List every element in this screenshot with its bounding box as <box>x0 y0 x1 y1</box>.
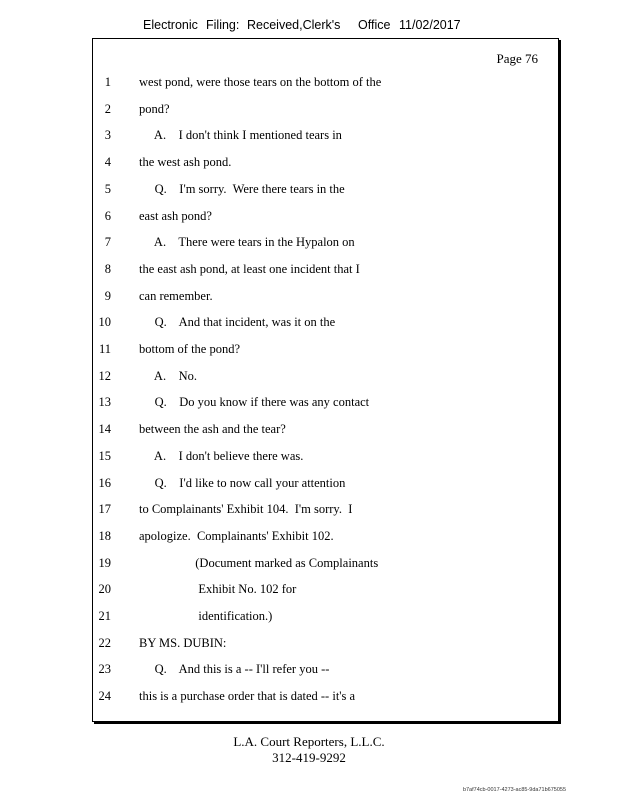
line-number: 20 <box>98 582 111 597</box>
line-text: A. I don't believe there was. <box>139 448 304 463</box>
line-text: Q. Do you know if there was any contact <box>139 395 370 410</box>
line-number: 2 <box>104 101 111 116</box>
line-number: 4 <box>104 155 111 170</box>
filing-stamp-word: Filing: <box>206 18 240 32</box>
line-number: 14 <box>98 422 111 437</box>
filing-stamp-word: Office <box>358 18 391 32</box>
line-number: 3 <box>104 128 111 143</box>
reporter-company: L.A. Court Reporters, L.L.C. <box>233 734 385 749</box>
line-text: bottom of the pond? <box>139 342 241 356</box>
line-text: apologize. Complainants' Exhibit 102. <box>139 528 334 543</box>
line-number: 17 <box>98 502 111 517</box>
line-text: this is a purchase order that is dated -- it's a <box>139 689 356 704</box>
line-text: pond? <box>139 101 170 116</box>
line-number: 10 <box>98 315 111 330</box>
line-text: Q. I'm sorry. Were there tears in the <box>139 181 345 196</box>
line-text: Q. And this is a -- I'll refer you -- <box>139 662 330 677</box>
filing-stamp-word: Electronic <box>143 18 198 32</box>
document-hash: b7af74cb-0017-4273-ac85-9da71b675055 <box>462 787 566 793</box>
line-text: Q. I'd like to now call your attention <box>139 475 346 490</box>
line-text: (Document marked as Complainants <box>139 555 379 570</box>
filing-stamp-word: 11/02/2017 <box>399 18 461 32</box>
line-number: 19 <box>98 555 111 570</box>
page-number: Page 76 <box>496 51 538 66</box>
line-number: 9 <box>104 288 111 303</box>
line-number: 1 <box>104 75 111 89</box>
line-number: 15 <box>98 448 111 463</box>
line-number: 23 <box>98 662 111 677</box>
line-text: Q. And that incident, was it on the <box>139 315 336 330</box>
line-number: 24 <box>98 689 111 704</box>
line-text: identification.) <box>139 609 273 623</box>
line-number: 5 <box>104 181 111 196</box>
line-text: between the ash and the tear? <box>139 422 286 437</box>
line-text: A. I don't think I mentioned tears in <box>139 128 342 143</box>
line-text: the east ash pond, at least one incident that I <box>139 261 360 276</box>
line-text: west pond, were those tears on the bottom of the <box>139 75 382 89</box>
line-text: BY MS. DUBIN: <box>139 635 227 650</box>
line-number: 7 <box>104 235 111 250</box>
line-text: A. There were tears in the Hypalon on <box>139 235 355 250</box>
transcript-page <box>92 38 559 722</box>
reporter-phone: 312-419-9292 <box>272 750 346 765</box>
line-number: 22 <box>98 635 111 650</box>
line-number: 11 <box>98 342 111 356</box>
line-number: 8 <box>104 261 111 276</box>
line-number: 16 <box>98 475 111 490</box>
filing-stamp-word: Received,Clerk's <box>247 18 341 32</box>
line-text: the west ash pond. <box>139 155 232 170</box>
line-text: to Complainants' Exhibit 104. I'm sorry. I <box>139 502 353 517</box>
line-number: 12 <box>98 368 111 383</box>
line-number: 13 <box>98 395 111 410</box>
line-text: A. No. <box>139 368 197 383</box>
line-text: Exhibit No. 102 for <box>139 582 297 597</box>
line-text: can remember. <box>139 288 213 303</box>
line-number: 18 <box>98 528 111 543</box>
filing-stamp <box>0 18 618 38</box>
line-number: 21 <box>98 609 111 623</box>
line-number: 6 <box>104 208 111 223</box>
line-text: east ash pond? <box>139 208 212 223</box>
